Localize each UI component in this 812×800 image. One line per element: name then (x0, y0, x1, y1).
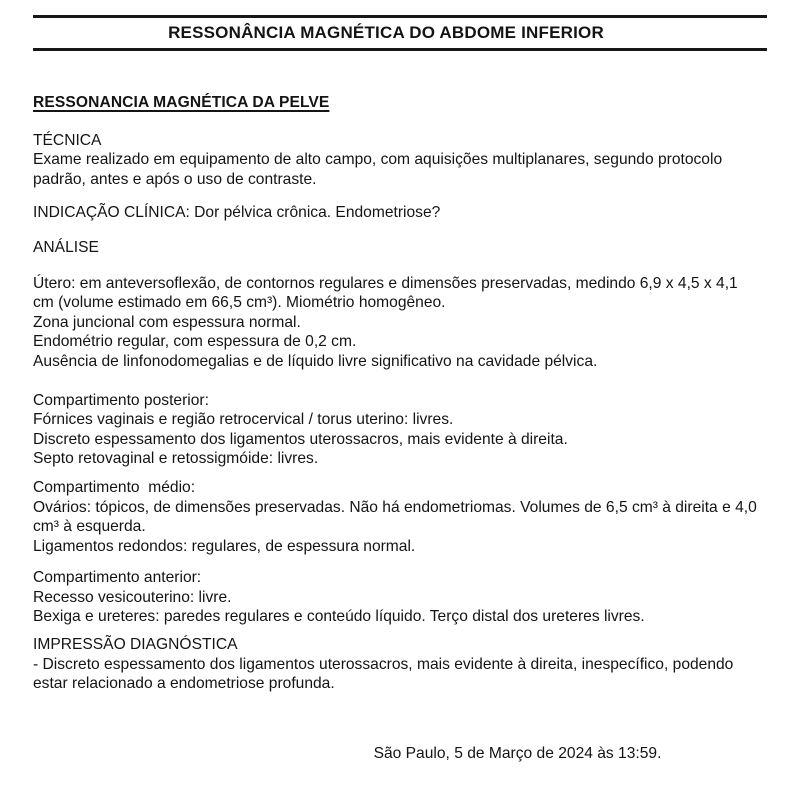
paragraph-indicacao-clinica (33, 203, 792, 223)
report-dateline: São Paulo, 5 de Março de 2024 às 13:59. (373, 744, 662, 762)
report-line: cm³ à esquerda. (33, 518, 146, 536)
report-line: Compartimento médio: (33, 478, 196, 496)
report-line: Ausência de linfonodomegalias e de líquido livre significativo na cavidade pélvica. (33, 352, 598, 370)
report-line: Exame realizado em equipamento de alto campo, com aquisições multiplanares, segundo protocolo (33, 151, 723, 169)
section-title-pelve: RESSONANCIA MAGNÉTICA DA PELVE (33, 94, 330, 111)
report-line: cm (volume estimado em 66,5 cm³). Miométrio homogêneo. (33, 294, 446, 312)
paragraph-compartimento-anterior (33, 568, 792, 627)
report-main-title: RESSONÂNCIA MAGNÉTICA DO ABDOME INFERIOR (168, 23, 604, 42)
paragraph-compartimento-medio (33, 478, 792, 556)
paragraph-utero (33, 274, 792, 372)
report-line: IMPRESSÃO DIAGNÓSTICA (33, 636, 238, 654)
report-line: Útero: em anteversoflexão, de contornos regulares e dimensões preservadas, medindo 6,9 x 4,5 x 4,1 (33, 274, 738, 292)
paragraph-tecnica (33, 131, 792, 190)
report-line: Septo retovaginal e retossigmóide: livres. (33, 450, 319, 468)
paragraph-analise (33, 238, 792, 258)
report-line: estar relacionado a endometriose profunda. (33, 675, 335, 693)
report-line: Recesso vesicouterino: livre. (33, 588, 232, 606)
paragraph-impressao-diagnostica (33, 635, 792, 694)
report-line: Discreto espessamento dos ligamentos uterossacros, mais evidente à direita. (33, 430, 568, 448)
report-line: ANÁLISE (33, 238, 99, 256)
report-line: Ovários: tópicos, de dimensões preservadas. Não há endometriomas. Volumes de 6,5 cm³ à direita e 4,0 (33, 498, 757, 516)
report-line: Ligamentos redondos: regulares, de espessura normal. (33, 537, 416, 555)
report-line: - Discreto espessamento dos ligamentos uterossacros, mais evidente à direita, inespecífico, podendo (33, 655, 734, 673)
report-header-rule-box (33, 15, 767, 51)
paragraph-compartimento-posterior (33, 391, 792, 469)
report-line: INDICAÇÃO CLÍNICA: Dor pélvica crônica. Endometriose? (33, 204, 441, 222)
report-line: padrão, antes e após o uso de contraste. (33, 170, 317, 188)
report-line: Compartimento posterior: (33, 391, 209, 409)
report-line: Fórnices vaginais e região retrocervical / torus uterino: livres. (33, 411, 454, 429)
report-line: Bexiga e ureteres: paredes regulares e conteúdo líquido. Terço distal dos ureteres livres. (33, 608, 645, 626)
report-line: Endométrio regular, com espessura de 0,2 cm. (33, 333, 357, 351)
report-body (33, 93, 792, 763)
report-line: Zona juncional com espessura normal. (33, 313, 301, 331)
report-line: Compartimento anterior: (33, 569, 202, 587)
report-line: TÉCNICA (33, 131, 102, 149)
